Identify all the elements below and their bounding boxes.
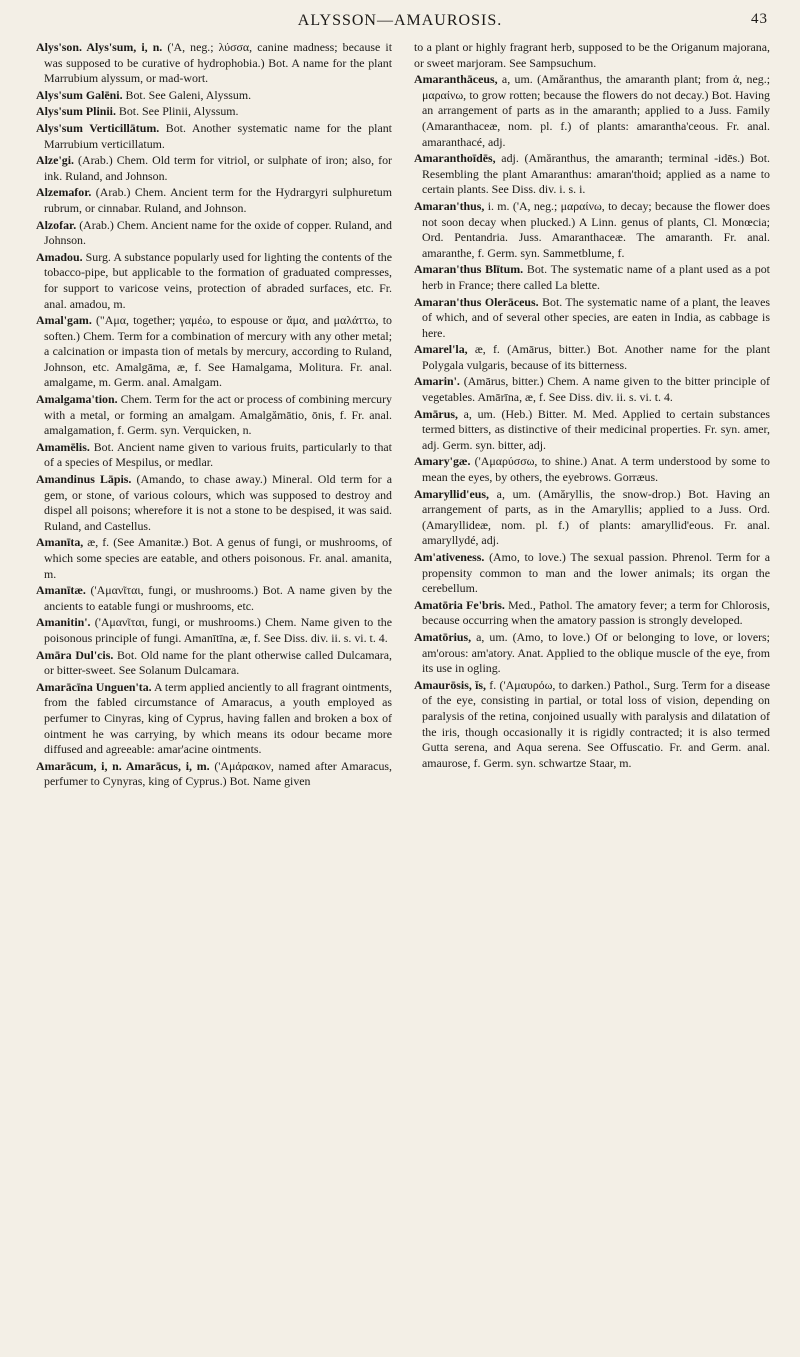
- entry-headword: Amaran'thus Olerāceus.: [414, 294, 539, 309]
- entry-headword: Alys'sum Plinii.: [36, 104, 116, 119]
- entry-headword: Amarācīna Unguen'ta.: [36, 679, 152, 694]
- entry-definition: Med., Pathol. The amatory fever; a term for Chlorosis, because occurring when the amatory passion is strongly developed.: [422, 597, 770, 628]
- entry-headword: Amamēlis.: [36, 439, 90, 454]
- entry-headword: Alys'sum Verticillātum.: [36, 120, 160, 135]
- dictionary-entry: [36, 535, 392, 582]
- entry-headword: Alzemafor.: [36, 185, 92, 200]
- entry-definition: (Amando, to chase away.) Mineral. Old term for a gem, or stone, of various colours, which was supposed to destroy and dispel all poisons; wherefore it is not a stone to be despised, it was said. Ruland, and Castellus.: [44, 472, 392, 533]
- entry-definition: adj. (Amăranthus, the amaranth; terminal -idēs.) Bot. Resembling the plant Amaranthus: amaran'thoid; applied as a name to certain plants. See Diss. div. i. s. i.: [422, 151, 770, 197]
- dictionary-entry: [36, 153, 392, 184]
- dictionary-entry: [36, 759, 392, 790]
- entry-headword: Amanīta,: [36, 535, 84, 550]
- dictionary-entry: [414, 598, 770, 629]
- entry-definition: ('Αμαρύσσω, to shine.) Anat. A term understood by some to mean the eyes, by others, the eyebrows. Gorræus.: [422, 454, 770, 485]
- entry-definition: f. ('Αμαυρόω, to darken.) Pathol., Surg. Term for a disease of the eye, consisting in partial, or total loss of vision, depending on paralysis of the retina, conjoined usually with paralysis and dilatation of the iris, though occasionally it is rigidly contracted; it is also termed Gutta serena, and Aqua serena. See Offuscatio. Fr. and Germ. anal. amaurose, f. Germ. syn. schwartze Staar, m.: [422, 677, 770, 770]
- dictionary-entry: [414, 295, 770, 342]
- dictionary-columns: [36, 40, 770, 1345]
- entry-definition: æ, f. (Amārus, bitter.) Bot. Another name for the plant Polygala vulgaris, because of its bitterness.: [422, 342, 770, 372]
- dictionary-entry: [36, 583, 392, 614]
- entry-headword: Amarācum, i, n. Amarācus, i, m.: [36, 758, 210, 773]
- entry-headword: Amārus,: [414, 406, 458, 421]
- dictionary-entry: [36, 104, 392, 120]
- entry-headword: Amarin'.: [414, 374, 460, 389]
- right-column: [414, 40, 770, 1345]
- dictionary-entry: [36, 392, 392, 439]
- entry-definition: (Amārus, bitter.) Chem. A name given to the bitter principle of vegetables. Amārīna, æ, f. See Diss. div. ii. s. vi. t. 4.: [422, 374, 770, 405]
- entry-headword: Amāra Dul'cis.: [36, 647, 114, 662]
- dictionary-entry: [414, 72, 770, 150]
- dictionary-entry: [36, 680, 392, 758]
- entry-definition: Bot. Another systematic name for the plant Marrubium verticillatum.: [44, 120, 392, 151]
- entry-definition: (Amo, to love.) The sexual passion. Phrenol. Term for a propensity common to man and the lower animals; its organ the cerebellum.: [422, 550, 770, 596]
- entry-definition: Bot. The systematic name of a plant, the leaves of which, and of several other species, are eaten in India, as cabbage is here.: [422, 294, 770, 340]
- entry-definition: (Arab.) Chem. Ancient name for the oxide of copper. Ruland, and Johnson.: [44, 217, 392, 248]
- dictionary-entry: [414, 630, 770, 677]
- entry-headword: Amarel'la,: [414, 342, 468, 357]
- dictionary-entry: [36, 440, 392, 471]
- dictionary-entry: [36, 218, 392, 249]
- dictionary-entry: [414, 40, 770, 71]
- dictionary-entry: [414, 550, 770, 597]
- entry-headword: Alys'sum Galēni.: [36, 87, 123, 102]
- entry-headword: Amaranthoīdēs,: [414, 151, 496, 166]
- running-title: ALYSSON—AMAUROSIS.: [297, 12, 503, 29]
- dictionary-entry: [414, 199, 770, 261]
- dictionary-entry: [414, 262, 770, 293]
- entry-definition: (Arab.) Chem. Ancient term for the Hydrargyri sulphuretum rubrum, or cinnabar. Ruland, and Johnson.: [44, 185, 392, 215]
- entry-definition: a, um. (Amo, to love.) Of or belonging to love, or lovers; am'orous: am'atory. Anat. Applied to the oblique muscle of the eye, from its use in ogling.: [422, 629, 770, 676]
- entry-definition: A term applied anciently to all fragrant ointments, from the fabled circumstance of Amaracus, a youth employed as perfumer to Cinyras, king of Cyprus, having fallen and broken a box of ointment he was carrying, by which means its odour became more diffused and agreeable: amar'acine ointments.: [44, 679, 392, 757]
- entry-definition: a, um. (Amăryllis, the snow-drop.) Bot. Having an arrangement of parts, as in the Amaryllis; applied to a Juss. Ord. (Amaryllideæ, nom. pl. f.) of plants: amaryllid'eous. Fr. anal. amaryllydé, adj.: [422, 486, 770, 548]
- dictionary-entry: [36, 40, 392, 87]
- entry-headword: Amandinus Lāpis.: [36, 472, 132, 487]
- entry-definition: a, um. (Amăranthus, the amaranth plant; from ἀ, neg.; μαραίνω, to grow rotten; because the flowers do not decay.) Bot. Having an arrangement of parts as in the amaranth; applied to a Juss. Family (Amaranthaceæ, nom. pl. f.) of plants: amarantha'ceous. Fr. anal. amaranthacé, adj.: [422, 72, 770, 149]
- dictionary-entry: [36, 615, 392, 646]
- entry-definition: Bot. The systematic name of a plant used as a pot herb in France; there called La blette.: [422, 262, 770, 292]
- entry-definition: ('A, neg.; λύσσα, canine madness; because it was supposed to be curative of hydrophobia.) Bot. A name for the plant Marrubium alyssum, or mad-wort.: [44, 40, 392, 86]
- dictionary-entry: [36, 88, 392, 104]
- dictionary-entry: [414, 454, 770, 485]
- entry-definition: Surg. A substance popularly used for lighting the contents of the tobacco-pipe, but applicable to the formation of graduated compresses, for support to varicose veins, protection of abraded surfaces, etc. Fr. anal. amadou, m.: [44, 249, 392, 311]
- entry-headword: Alys'son. Alys'sum, i, n.: [36, 40, 163, 54]
- entry-definition: Chem. Term for the act or process of combining mercury with a metal, or forming an amalgam. Amalgămātio, ōnis, f. Fr. anal. amalgamation, f. Germ. syn. Verquicken, n.: [44, 392, 392, 438]
- dictionary-entry: [36, 313, 392, 391]
- entry-definition: ('Αμάρακον, named after Amaracus, perfumer to Cynyras, king of Cyprus.) Bot. Name given: [44, 758, 392, 789]
- entry-headword: Amatōrius,: [414, 629, 472, 644]
- entry-definition: Bot. Old name for the plant otherwise called Dulcamara, or bitter-sweet. See Solanum Dulcamara.: [44, 647, 392, 678]
- entry-headword: Alzofar.: [36, 217, 77, 232]
- entry-definition: æ, f. (See Amanitæ.) Bot. A genus of fungi, or mushrooms, of which some species are eatable, and others poisonous. Fr. anal. amanita, m.: [44, 535, 392, 581]
- entry-headword: Amalgama'tion.: [36, 392, 118, 407]
- left-column: [36, 40, 392, 1345]
- entry-definition: Bot. Ancient name given to various fruits, particularly to that of a species of Mespilus, or medlar.: [44, 439, 392, 470]
- dictionary-entry: [414, 487, 770, 549]
- dictionary-entry: [36, 121, 392, 152]
- entry-definition: ('Αμανῖται, fungi, or mushrooms.) Bot. A name given by the ancients to eatable fungi or mushrooms, etc.: [44, 583, 392, 613]
- entry-headword: Amal'gam.: [36, 313, 92, 328]
- entry-headword: Amaran'thus Blītum.: [414, 262, 524, 277]
- entry-headword: Amaranthāceus,: [414, 72, 498, 87]
- entry-definition: ("Αμα, together; γαμέω, to espouse or ἅμα, and μαλάττω, to soften.) Chem. Term for a combination of mercury with any other metal; a calcination or impasta tion of metals by mercury, according to Ruland, Johnson, etc. Amalgāma, æ, f. See Hamalgama, Molitura. Fr. anal. amalgame, m. Germ. anal. Amalgam.: [44, 313, 392, 390]
- page-header: [30, 6, 770, 36]
- dictionary-entry: [36, 185, 392, 216]
- entry-headword: Amaryllid'eus,: [414, 486, 489, 501]
- entry-headword: Alze'gi.: [36, 153, 74, 168]
- entry-headword: Amary'gæ.: [414, 454, 471, 469]
- dictionary-entry: [36, 250, 392, 312]
- dictionary-entry: [414, 407, 770, 454]
- entry-definition: i. m. ('A, neg.; μαραίνω, to decay; because the flower does not soon decay when plucked.) A Linn. genus of plants, Cl. Monœcia; Ord. Pentandria. Juss. Amaranthaceæ. The amaranth. Fr. anal. amaranthe, f. Germ. syn. Sammetblume, f.: [422, 198, 770, 260]
- dictionary-entry: [414, 678, 770, 772]
- entry-definition: Bot. See Plinii, Alyssum.: [115, 104, 239, 119]
- entry-headword: Am'ativeness.: [414, 550, 485, 564]
- entry-headword: Amatōria Fe'bris.: [414, 597, 505, 612]
- entry-definition: a, um. (Heb.) Bitter. M. Med. Applied to certain substances termed bitters, as distinctive of their medicinal properties. Fr. syn. amer, adj. Germ. syn. bitter, adj.: [422, 406, 770, 452]
- entry-headword: Amaurōsis, ĭs,: [414, 677, 487, 692]
- dictionary-entry: [414, 342, 770, 373]
- entry-headword: Amanitin'.: [36, 615, 91, 630]
- entry-headword: Amaran'thus,: [414, 198, 485, 213]
- page-number: 43: [751, 11, 768, 27]
- entry-definition: to a plant or highly fragrant herb, supposed to be the Origanum majorana, or sweet marjoram. See Sampsuchum.: [414, 40, 770, 70]
- dictionary-entry: [36, 472, 392, 534]
- entry-definition: ('Αμανῖται, fungi, or mushrooms.) Chem. Name given to the poisonous principle of fungi. Amanītīna, æ, f. See Diss. div. ii. s. vi. t. 4.: [44, 615, 392, 645]
- entry-definition: Bot. See Galeni, Alyssum.: [122, 87, 252, 102]
- entry-headword: Amanītæ.: [36, 583, 86, 598]
- dictionary-entry: [414, 374, 770, 405]
- dictionary-entry: [36, 648, 392, 679]
- dictionary-entry: [414, 151, 770, 198]
- entry-definition: (Arab.) Chem. Old term for vitriol, or sulphate of iron; also, for ink. Ruland, and Johnson.: [44, 153, 392, 183]
- entry-headword: Amadou.: [36, 249, 83, 264]
